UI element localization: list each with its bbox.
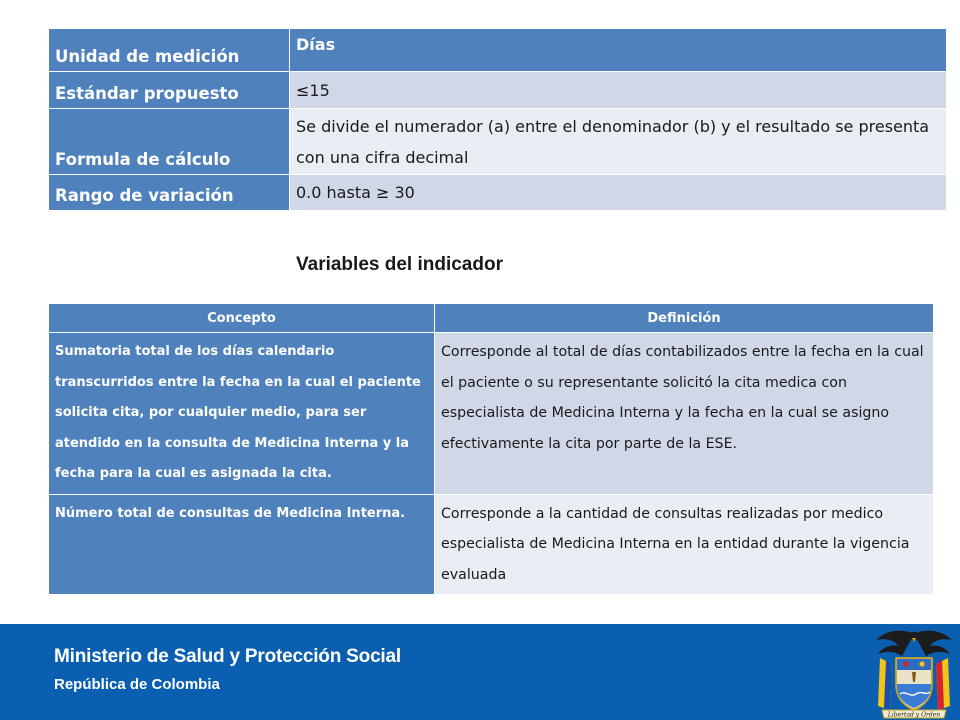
table-row <box>49 29 947 72</box>
table-header-row <box>49 304 934 333</box>
row-label: Rango de variación <box>49 175 290 211</box>
row-label: Unidad de medición <box>49 29 290 72</box>
section-title: Variables del indicador <box>296 254 503 275</box>
row-value: 0.0 hasta ≥ 30 <box>290 175 947 211</box>
variables-table <box>48 303 934 595</box>
emblem-motto: Libertad y Orden <box>887 711 941 719</box>
column-header-definition: Definición <box>435 304 934 333</box>
concept-cell: Sumatoria total de los días calendario transcurridos entre la fecha en la cual el paciente solicita cita, por cualquier medio, para ser atendido en la consulta de Medicina Interna y la fecha para la cual es asignada la cita. <box>49 333 435 495</box>
column-header-concept: Concepto <box>49 304 435 333</box>
footer-bar <box>0 624 960 720</box>
table-row <box>49 333 934 495</box>
table-row <box>49 109 947 175</box>
table-row <box>49 72 947 109</box>
row-value: Días <box>290 29 947 72</box>
definition-cell: Corresponde al total de días contabilizados entre la fecha en la cual el paciente o su representante solicitó la cita medica con especialista de Medicina Interna y la fecha en la cual se asigno efectivamente la cita por parte de la ESE. <box>435 333 934 495</box>
table-row <box>49 175 947 211</box>
indicator-table <box>48 28 947 211</box>
definition-cell: Corresponde a la cantidad de consultas realizadas por medico especialista de Medicina Interna en la entidad durante la vigencia evaluada <box>435 494 934 595</box>
colombia-coat-of-arms-icon <box>868 624 960 720</box>
concept-cell: Número total de consultas de Medicina Interna. <box>49 494 435 595</box>
row-label: Estándar propuesto <box>49 72 290 109</box>
table-row <box>49 494 934 595</box>
ministry-title: Ministerio de Salud y Protección Social <box>54 646 401 667</box>
row-label: Formula de cálculo <box>49 109 290 175</box>
row-value: ≤15 <box>290 72 947 109</box>
country-subtitle: República de Colombia <box>54 676 220 693</box>
row-value: Se divide el numerador (a) entre el denominador (b) y el resultado se presenta con una cifra decimal <box>290 109 947 175</box>
